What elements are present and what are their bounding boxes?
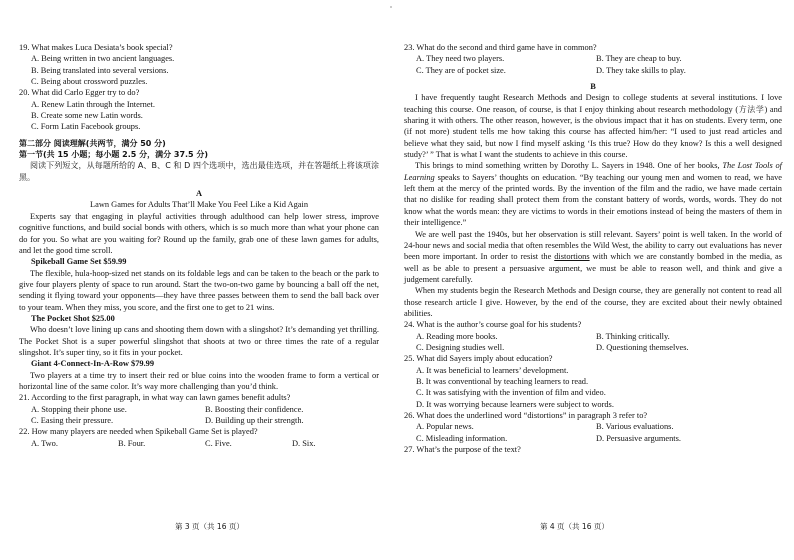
q21-options-row-1 (19, 404, 379, 415)
q26-option-a: A. Popular news. (416, 422, 474, 432)
question-19: 19. What makes Luca Desiata’s book special? (19, 43, 173, 52)
passage-b-paragraph-4: When my students begin the Research Methods and Design course, they are generally not content to read all those research article I give. However, by the end of the course, they are excited about their newly obtained abilities. (404, 286, 782, 318)
q23-option-c: C. They are of pocket size. (416, 65, 506, 75)
question-23: 23. What do the second and third game have in common? (404, 43, 597, 52)
q26-option-b: B. Various evaluations. (596, 422, 674, 432)
q21-options-row-2 (19, 415, 379, 426)
q26-option-d: D. Persuasive arguments. (596, 433, 681, 443)
q24-option-b: B. Thinking critically. (596, 331, 670, 341)
question-20: 20. What did Carlo Egger try to do? (19, 88, 140, 98)
passage-a-label: A (195, 189, 203, 199)
q22-options-row (19, 438, 379, 449)
q24-option-d: D. Questioning themselves. (596, 342, 689, 352)
underlined-word-distortions: distortions (554, 252, 590, 262)
instructions: 阅读下列短文，从每题所给的 A、B、C 和 D 四个选项中，选出最佳选项，并在答题纸上将该项涂黑。 (19, 161, 379, 182)
q25-option-b: B. It was conventional by teaching learners to read. (416, 376, 589, 386)
passage-b-paragraph-2: This brings to mind something written by Dorothy L. Sayers in 1948. One of her books, The Lost Tools of Learning speaks to Sayers’ thoughts on education. “By teaching our young men and women to read, we have left them at the mercy of the printed words. By the invention of the film and the radio, we have made certain that no dislike for reading shall protect them from the constant battery of words, words, words. They do not know what the words mean: they are victims to words in their emotions instead of being the masters of them in their intelligence.” (404, 161, 782, 228)
right-page-column (404, 42, 782, 455)
q24-option-a: A. Reading more books. (416, 331, 498, 341)
part-two-title: 第二部分 阅读理解(共两节，满分 50 分) (19, 138, 166, 148)
q20-option-b: B. Create some new Latin words. (31, 111, 143, 121)
game-1-description: The flexible, hula-hoop-sized net stands on its foldable legs and can be taken to the beach or the park to give four players plenty of space to run around. Start the two-on-two game by bouncing a ball off the net, sending it flying toward your opponents—they have three passes between them to send the ball back over to your team. When they miss, you score, and the first one to get to 21 wins. (19, 268, 379, 312)
question-25: 25. What did Sayers imply about education? (404, 354, 553, 364)
q25-option-d: D. It was worrying because learners were subject to words. (416, 399, 614, 409)
q23-options-row-1 (404, 53, 782, 64)
q23-option-b: B. They are cheap to buy. (596, 54, 682, 64)
game-2-name: The Pocket Shot $25.00 (31, 313, 115, 323)
q23-option-d: D. They take skills to play. (596, 65, 686, 75)
q25-option-a: A. It was beneficial to learners’ development. (416, 365, 569, 375)
q23-option-a: A. They need two players. (416, 54, 505, 64)
left-page-footer: 第 3 页（共 16 页） (175, 522, 244, 531)
q22-option-c: C. Five. (205, 438, 232, 448)
q20-option-c: C. Form Latin Facebook groups. (31, 122, 141, 132)
section-one-title: 第一节(共 15 小题；每小题 2.5 分，满分 37.5 分) (19, 150, 209, 160)
game-2-description: Who doesn’t love lining up cans and shooting them down with a slingshot? It’s demanding yet thrilling. The Pocket Shot is a super powerful slingshot that shoots at two or three times the rate of a regular slingshot. It’s super tiny, so it fits in your pocket. (19, 325, 379, 357)
q20-option-a: A. Renew Latin through the Internet. (31, 99, 155, 109)
q22-option-a: A. Two. (31, 438, 58, 448)
right-page-footer: 第 4 页（共 16 页） (540, 522, 609, 531)
question-22: 22. How many players are needed when Spikeball Game Set is played? (19, 427, 258, 437)
q26-options-row-2 (404, 433, 782, 444)
left-page-column (19, 42, 379, 449)
game-3-description: Two players at a time try to insert their red or blue coins into the wooden frame to form a vertical or horizontal line of the same color. It’s way more challenging than you’d think. (19, 370, 379, 391)
passage-a-title: Lawn Games for Adults That’ll Make You Feel Like a Kid Again (89, 200, 309, 210)
q26-option-c: C. Misleading information. (416, 433, 508, 443)
question-27: 27. What’s the purpose of the text? (404, 445, 521, 455)
q21-option-a: A. Stopping their phone use. (31, 404, 127, 414)
passage-b-paragraph-1: I have frequently taught Research Methods and Design to college students at several institutions. I love teaching this course. One reason, of course, is that I enjoy thinking about research methodology (方法学) and sharing it with others. The other reason, however, is the obvious impact that it has on students. Every term, one (if not more) student tells me how taking this course has affected him/her: “I used to just read articles and believe what they said, but now I find myself asking ‘Is this true? How do they know? Is this a well designed study?’ ” That is what I want the students to achieve in this course. (404, 93, 782, 160)
scan-dot (390, 6, 392, 8)
q21-option-d: D. Building up their strength. (205, 416, 304, 425)
passage-a-intro: Experts say that engaging in playful activities through adulthood can help lower stress, improve cognitive functions, and build social bonds with others, which is so much more than what your phone can do for you. So what are you waiting for? Round up the family, grab one of these lawn games for adults, and let the good time scroll. (19, 211, 379, 255)
q25-option-c: C. It was satisfying with the invention of film and video. (416, 388, 606, 398)
q19-option-b: B. Being translated into several versions. (31, 65, 169, 75)
passage-b-paragraph-3: We are well past the 1940s, but her observation is still relevant. Sayers’ point is well taken. In the world of 24-hour news and social media that often resembles the Wild West, the ability to carry out evaluations has never been more important. In order to resist the distortions with which we are constantly bombed in the media, as well as be able to present a persuasive argument, we must be able to reason well, and think and give a judgement carefully. (404, 229, 782, 284)
q19-option-a: A. Being written in two ancient languages. (31, 54, 175, 64)
game-3-name: Giant 4-Connect-In-A-Row $79.99 (31, 359, 155, 369)
q22-option-d: D. Six. (292, 438, 316, 448)
q19-option-c: C. Being about crossword puzzles. (31, 77, 148, 87)
question-24: 24. What is the author’s course goal for his students? (404, 320, 582, 330)
q23-options-row-2 (404, 65, 782, 76)
passage-b-label: B (590, 82, 596, 92)
q24-options-row-1 (404, 331, 782, 342)
q22-option-b: B. Four. (118, 438, 146, 448)
question-26: 26. What does the underlined word “distortions” in paragraph 3 refer to? (404, 411, 648, 420)
q21-option-b: B. Boosting their confidence. (205, 404, 304, 414)
q24-option-c: C. Designing studies well. (416, 342, 505, 352)
q21-option-c: C. Easing their pressure. (31, 416, 114, 425)
q26-options-row-1 (404, 421, 782, 432)
game-1-name: Spikeball Game Set $59.99 (31, 257, 127, 267)
question-21: 21. According to the first paragraph, in what way can lawn games benefit adults? (19, 393, 291, 403)
q24-options-row-2 (404, 342, 782, 353)
